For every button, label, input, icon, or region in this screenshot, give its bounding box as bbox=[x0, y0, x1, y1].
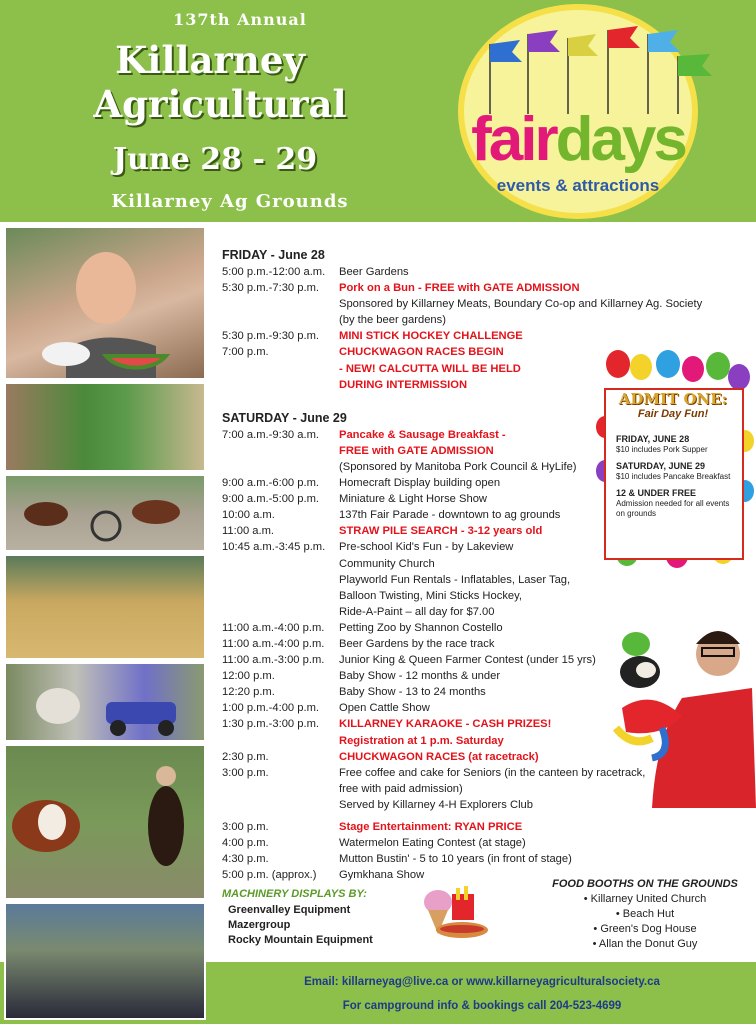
schedule-event-highlight: MINI STICK HOCKEY CHALLENGE bbox=[339, 330, 523, 343]
photo-child-watermelon bbox=[4, 226, 206, 380]
schedule-event-text: Served by Killarney 4-H Explorers Club bbox=[339, 798, 533, 811]
logo-word-fair: fair bbox=[471, 105, 556, 174]
schedule-event bbox=[339, 604, 622, 620]
schedule-time: 5:30 p.m.-7:30 p.m. bbox=[222, 282, 320, 295]
schedule-time: 11:00 a.m. bbox=[222, 525, 275, 538]
schedule-event bbox=[339, 312, 622, 328]
schedule-time bbox=[222, 733, 339, 749]
watermelon-icon bbox=[6, 228, 204, 378]
balloon-icon bbox=[656, 350, 680, 378]
schedule-time bbox=[222, 296, 339, 312]
schedule-event-text: 137th Fair Parade - downtown to ag grounds bbox=[339, 509, 561, 522]
balloon-icon bbox=[706, 352, 730, 380]
food-item: • Allan the Donut Guy bbox=[592, 938, 698, 950]
schedule-time: 11:00 a.m.-4:00 p.m. bbox=[222, 637, 325, 650]
schedule-row bbox=[222, 668, 622, 684]
schedule-event-text: Balloon Twisting, Mini Sticks Hockey, bbox=[339, 589, 523, 602]
fair-location: Killarney Ag Grounds bbox=[111, 191, 349, 212]
sheep-icon bbox=[6, 664, 204, 740]
schedule-row bbox=[222, 377, 622, 393]
logo-word-days: days bbox=[555, 105, 685, 174]
schedule-time: 5:30 p.m.-9:30 p.m. bbox=[222, 330, 320, 343]
schedule-time: 5:00 p.m.-12:00 a.m. bbox=[222, 266, 326, 278]
saturday-rows-afternoon bbox=[222, 819, 622, 883]
schedule-time: 4:00 p.m. bbox=[222, 837, 269, 850]
schedule-event bbox=[339, 819, 622, 835]
friday-heading: FRIDAY - June 28 bbox=[222, 248, 325, 262]
schedule-time: 12:00 p.m. bbox=[222, 670, 275, 683]
schedule-event-text: Junior King & Queen Farmer Contest (under 15 yrs) bbox=[339, 654, 596, 667]
photo-horse-carts bbox=[4, 474, 206, 552]
schedule-event-highlight: Pancake & Sausage Breakfast - bbox=[339, 428, 506, 441]
machinery-item: Greenvalley Equipment bbox=[228, 904, 351, 916]
schedule-row bbox=[222, 296, 703, 312]
schedule-row bbox=[222, 556, 622, 572]
fairdays-wordmark bbox=[428, 104, 728, 175]
machinery-item: Rocky Mountain Equipment bbox=[228, 934, 373, 946]
schedule-event-highlight: - NEW! CALCUTTA WILL BE HELD bbox=[339, 362, 521, 375]
schedule-row bbox=[222, 819, 622, 835]
schedule-time bbox=[222, 781, 339, 797]
ticket-saturday-text: $10 includes Pancake Breakfast bbox=[616, 472, 731, 481]
schedule-time bbox=[222, 797, 339, 813]
schedule-row bbox=[222, 652, 622, 668]
photo-balloon-artist bbox=[612, 608, 756, 808]
schedule-event-text: Free coffee and cake for Seniors (in the canteen by racetrack, bbox=[339, 766, 646, 779]
food-item: • Beach Hut bbox=[615, 908, 675, 920]
schedule-row bbox=[222, 797, 622, 813]
photo-kids-4h bbox=[4, 382, 206, 472]
schedule-time: 4:30 p.m. bbox=[222, 853, 269, 866]
schedule-event bbox=[339, 700, 622, 716]
schedule-time: 7:00 a.m.-9:30 a.m. bbox=[222, 428, 320, 441]
flags-icon bbox=[428, 4, 728, 114]
fair-dates: June 28 - 29 bbox=[112, 142, 318, 177]
schedule-event-text: Petting Zoo by Shannon Costello bbox=[339, 621, 503, 634]
schedule-event-text: (Sponsored by Manitoba Pork Council & HyLife) bbox=[339, 460, 577, 473]
photo-cattle-horse bbox=[4, 744, 206, 900]
schedule-row bbox=[222, 427, 622, 443]
schedule-time: 5:00 p.m. (approx.) bbox=[222, 869, 317, 882]
schedule-event-text: Pre-school Kid's Fun - by Lakeview bbox=[339, 541, 514, 554]
header bbox=[0, 0, 756, 232]
schedule-row bbox=[222, 491, 622, 507]
schedule-time: 7:00 p.m. bbox=[222, 346, 269, 359]
schedule-event bbox=[339, 749, 622, 765]
schedule-event bbox=[339, 377, 622, 393]
schedule-event bbox=[339, 523, 622, 539]
schedule-event-highlight: FREE with GATE ADMISSION bbox=[339, 444, 494, 457]
horse-icon bbox=[6, 476, 204, 550]
food-booths bbox=[540, 878, 750, 952]
schedule-time: 3:00 p.m. bbox=[222, 821, 269, 833]
schedule-row bbox=[222, 475, 622, 491]
schedule-event-text: Beer Gardens bbox=[339, 266, 409, 278]
schedule-event bbox=[339, 296, 702, 312]
schedule-event-text: Playworld Fun Rentals - Inflatables, Laser Tag, bbox=[339, 573, 571, 586]
schedule-time bbox=[222, 604, 339, 620]
schedule-event-highlight: Registration at 1 p.m. Saturday bbox=[339, 734, 504, 747]
schedule-event-text: Homecraft Display building open bbox=[339, 477, 501, 490]
schedule-row bbox=[222, 280, 622, 296]
schedule-time bbox=[222, 572, 339, 588]
ticket-friday-text: $10 includes Pork Supper bbox=[616, 445, 708, 454]
schedule-event-text: Gymkhana Show bbox=[339, 869, 425, 882]
food-item: • Green's Dog House bbox=[593, 923, 697, 935]
machinery-item: Mazergroup bbox=[228, 919, 291, 931]
photo-strip bbox=[0, 226, 208, 1020]
schedule-event-text: Open Cattle Show bbox=[339, 702, 430, 715]
schedule-event bbox=[339, 443, 622, 459]
schedule-event-highlight: STRAW PILE SEARCH - 3-12 years old bbox=[339, 525, 543, 538]
title-line-1: Killarney bbox=[115, 38, 305, 82]
ticket-friday-title: FRIDAY, JUNE 28 bbox=[616, 434, 690, 444]
schedule-event bbox=[339, 280, 622, 296]
schedule-event bbox=[339, 797, 622, 813]
schedule-event-text: Community Church bbox=[339, 557, 435, 570]
schedule-time: 11:00 a.m.-3:00 p.m. bbox=[222, 654, 325, 667]
schedule-time bbox=[222, 588, 339, 604]
schedule-time: 1:30 p.m.-3:00 p.m. bbox=[222, 718, 320, 731]
schedule-event bbox=[339, 668, 622, 684]
schedule-event bbox=[339, 264, 622, 280]
schedule-event-highlight: KILLARNEY KARAOKE - CASH PRIZES! bbox=[339, 718, 552, 731]
schedule-row bbox=[222, 851, 622, 867]
schedule-event bbox=[339, 459, 622, 475]
schedule-event bbox=[339, 491, 622, 507]
schedule-row bbox=[222, 835, 622, 851]
schedule-event bbox=[339, 851, 622, 867]
schedule-row bbox=[222, 716, 622, 732]
schedule-row bbox=[222, 765, 646, 781]
schedule-row bbox=[222, 312, 622, 328]
schedule-row bbox=[222, 684, 622, 700]
photo-straw-pile bbox=[4, 554, 206, 660]
schedule-event-text: Beer Gardens by the race track bbox=[339, 637, 495, 650]
schedule-event-text: Sponsored by Killarney Meats, Boundary Co-op and Killarney Ag. Society bbox=[339, 298, 703, 311]
ordinal-text: 137th Annual bbox=[173, 10, 307, 29]
saturday-heading: SATURDAY - June 29 bbox=[222, 410, 347, 425]
schedule-time bbox=[222, 459, 339, 475]
schedule-time: 3:00 p.m. bbox=[222, 766, 269, 779]
schedule-event bbox=[339, 636, 622, 652]
ticket-saturday-title: SATURDAY, JUNE 29 bbox=[616, 461, 706, 471]
balloon-icon bbox=[728, 364, 750, 390]
schedule-event bbox=[339, 556, 622, 572]
schedule-event bbox=[339, 572, 622, 588]
food-item: • Killarney United Church bbox=[583, 893, 707, 905]
schedule-time bbox=[222, 312, 339, 328]
schedule-event bbox=[339, 620, 622, 636]
schedule-event-text: Ride-A-Paint – all day for $7.00 bbox=[339, 605, 495, 618]
schedule-event-highlight: Stage Entertainment: RYAN PRICE bbox=[339, 821, 523, 833]
ticket-subheading: Fair Day Fun! bbox=[637, 408, 709, 420]
schedule-event-text: Watermelon Eating Contest (at stage) bbox=[339, 837, 526, 850]
photo-sheep-car bbox=[4, 662, 206, 742]
schedule-time: 9:00 a.m.-6:00 p.m. bbox=[222, 477, 320, 490]
ticket-kids-text: Admission needed for all events on grounds bbox=[616, 499, 730, 518]
friday-rows bbox=[222, 264, 703, 393]
schedule-row bbox=[222, 572, 622, 588]
schedule-time bbox=[222, 443, 339, 459]
schedule-time bbox=[222, 361, 339, 377]
footer bbox=[208, 964, 756, 1024]
schedule-time: 9:00 a.m.-5:00 p.m. bbox=[222, 493, 320, 506]
schedule-event-highlight: CHUCKWAGON RACES (at racetrack) bbox=[339, 750, 539, 763]
schedule-event bbox=[339, 361, 622, 377]
schedule-row bbox=[222, 507, 622, 523]
schedule-row bbox=[222, 344, 622, 360]
schedule-row bbox=[222, 781, 622, 797]
ticket-heading: ADMIT ONE: bbox=[618, 390, 728, 408]
balloon-icon bbox=[682, 356, 704, 382]
balloon-artist-icon bbox=[612, 608, 756, 808]
campground-phone[interactable]: For campground info & bookings call 204-523-4699 bbox=[342, 1000, 622, 1012]
schedule-event bbox=[339, 427, 622, 443]
schedule-event-text: Baby Show - 12 months & under bbox=[339, 670, 501, 683]
schedule-event-highlight: DURING INTERMISSION bbox=[339, 378, 468, 391]
schedule-event-text: (by the beer gardens) bbox=[339, 314, 446, 327]
schedule-time: 12:20 p.m. bbox=[222, 686, 275, 699]
schedule-event-text: Mutton Bustin' - 5 to 10 years (in front of stage) bbox=[339, 853, 572, 866]
schedule-event bbox=[339, 328, 622, 344]
schedule-row bbox=[222, 539, 622, 555]
logo-tagline: events & attractions bbox=[496, 176, 660, 195]
schedule-event bbox=[339, 507, 622, 523]
title-line-2: Agricultural bbox=[93, 82, 347, 126]
schedule-time: 1:00 p.m.-4:00 p.m. bbox=[222, 702, 320, 715]
schedule-event-text: Miniature & Light Horse Show bbox=[339, 493, 487, 506]
saturday-rows bbox=[222, 427, 646, 813]
schedule-row bbox=[222, 636, 622, 652]
schedule-time: 10:45 a.m.-3:45 p.m. bbox=[222, 541, 326, 554]
schedule-row bbox=[222, 733, 622, 749]
schedule-event bbox=[339, 781, 622, 797]
schedule-event bbox=[339, 652, 622, 668]
schedule-row bbox=[222, 328, 622, 344]
balloon-icon bbox=[630, 354, 652, 380]
schedule-event bbox=[339, 835, 622, 851]
schedule-time: 10:00 a.m. bbox=[222, 509, 275, 522]
schedule-row bbox=[222, 620, 622, 636]
food-icon bbox=[418, 884, 498, 942]
schedule-row bbox=[222, 700, 622, 716]
ticket-details bbox=[616, 434, 740, 519]
schedule-time: 2:30 p.m. bbox=[222, 750, 269, 763]
ticket-kids-title: 12 & UNDER FREE bbox=[616, 488, 697, 498]
schedule-time bbox=[222, 377, 339, 393]
machinery-heading: MACHINERY DISPLAYS BY: bbox=[222, 888, 367, 900]
schedule-row bbox=[222, 604, 622, 620]
schedule-event bbox=[339, 344, 622, 360]
schedule-event-highlight: CHUCKWAGON RACES BEGIN bbox=[339, 346, 504, 359]
schedule-event-text: free with paid admission) bbox=[339, 782, 463, 795]
schedule-row bbox=[222, 443, 622, 459]
schedule-event bbox=[339, 684, 622, 700]
schedule-event-text: Baby Show - 13 to 24 months bbox=[339, 686, 486, 699]
schedule-event bbox=[339, 539, 622, 555]
schedule-event bbox=[339, 733, 622, 749]
schedule-row bbox=[222, 588, 622, 604]
schedule-row bbox=[222, 361, 622, 377]
schedule-time: 11:00 a.m.-4:00 p.m. bbox=[222, 621, 325, 634]
balloon-icon bbox=[606, 350, 630, 378]
schedule-time bbox=[222, 556, 339, 572]
contact-email-website[interactable]: Email: killarneyag@live.ca or www.killarneyagriculturalsociety.ca bbox=[304, 976, 660, 988]
schedule-row bbox=[222, 749, 622, 765]
schedule-row bbox=[222, 523, 622, 539]
schedule-event bbox=[339, 588, 622, 604]
schedule-event bbox=[339, 475, 622, 491]
food-heading: FOOD BOOTHS ON THE GROUNDS bbox=[552, 878, 738, 890]
photo-mini-hockey bbox=[4, 902, 206, 1020]
schedule-event-highlight: Pork on a Bun - FREE with GATE ADMISSION bbox=[339, 282, 580, 295]
admission-ticket bbox=[596, 350, 756, 568]
cow-icon bbox=[6, 746, 204, 898]
fairdays-logo bbox=[428, 4, 728, 224]
schedule-event bbox=[339, 716, 622, 732]
schedule-row bbox=[222, 459, 622, 475]
schedule-row bbox=[222, 264, 622, 280]
schedule-event bbox=[339, 765, 645, 781]
